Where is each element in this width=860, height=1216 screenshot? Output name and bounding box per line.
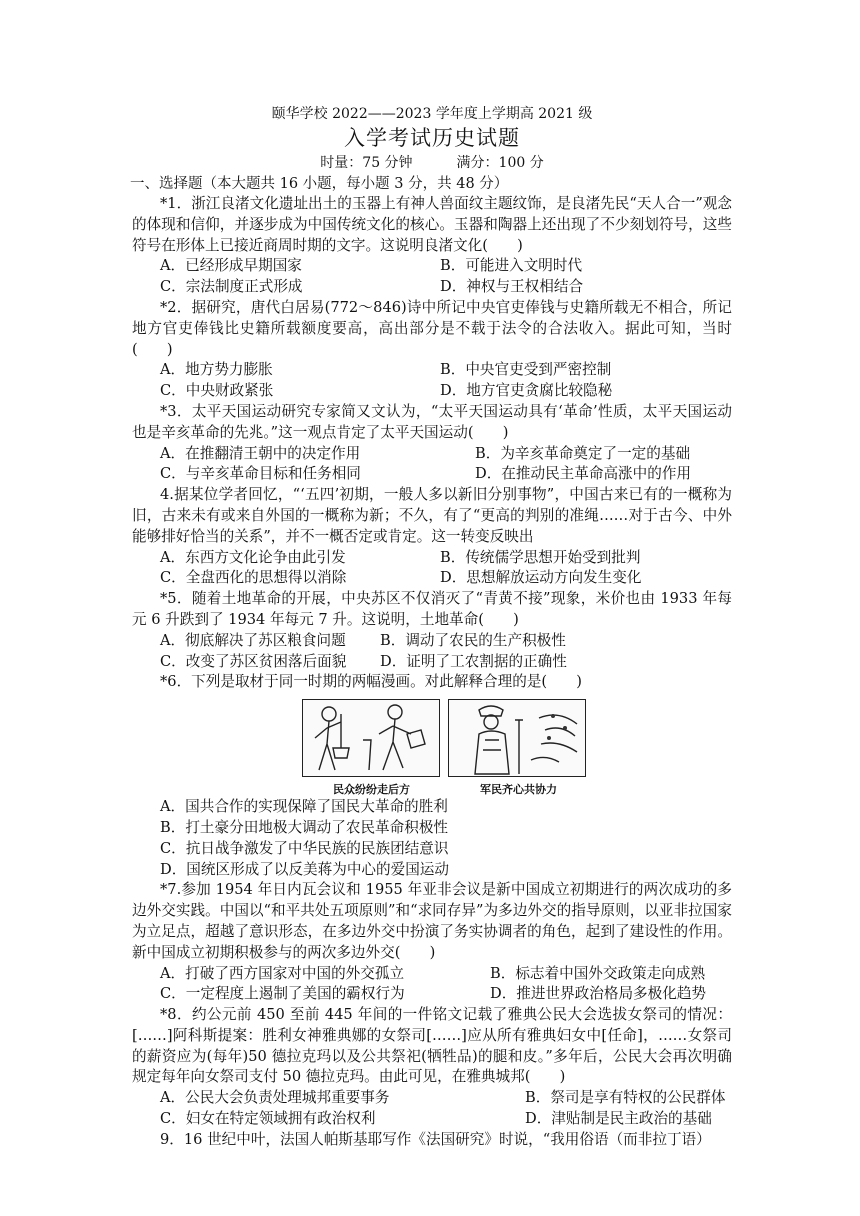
option: B．中央官吏受到严密控制 xyxy=(440,361,612,379)
option: C．全盘西化的思想得以消除 xyxy=(160,569,347,587)
cartoon-pair xyxy=(302,699,732,777)
option: C．抗日战争激发了中华民族的民族团结意识 xyxy=(160,839,449,857)
refugees-illustration xyxy=(303,700,439,776)
caption-right: 军民齐心共协力 xyxy=(480,783,557,797)
option: D．津贴制是民主政治的基础 xyxy=(525,1110,712,1128)
exam-title: 入学考试历史试题 xyxy=(344,126,520,150)
option: A．打破了西方国家对中国的外交孤立 xyxy=(160,964,405,982)
option: A．公民大会负责处理城邦重要事务 xyxy=(160,1089,390,1107)
option: D．国统区形成了以反美蒋为中心的爱国运动 xyxy=(160,860,449,878)
question-5-options xyxy=(160,631,732,673)
option: A．已经形成早期国家 xyxy=(160,257,302,275)
question-1-stem: *1．浙江良渚文化遗址出土的玉器上有神人兽面纹主题纹饰，是良渚先民“天人合一”观念的体现和信仰，并逐步成为中国传统文化的核心。玉器和陶器上还出现了不少刻划符号，这些符号在形体上已接近商周时期的文字。这说明良渚文化( ) xyxy=(132,195,732,254)
option: B．调动了农民的生产积极性 xyxy=(380,631,566,649)
option: D．证明了工农割据的正确性 xyxy=(380,652,567,670)
option: D．推进世界政治格局多极化趋势 xyxy=(490,985,707,1003)
full-score: 满分：100 分 xyxy=(456,155,544,171)
caption-left: 民众纷纷走后方 xyxy=(333,783,410,797)
question-8-stem: *8．约公元前 450 至前 445 年间的一件铭文记载了雅典公民大会选拔女祭司的情况：[……]阿科斯提案：胜利女神雅典娜的女祭司[……]应从所有雅典妇女中[任命]，……女祭司的薪资应为(每年)50 德拉克玛以及公共祭祀(牺牲品)的腿和皮。”多年后，公民大会再次明确规定每年向女祭司支付 50 德拉克玛。由此可见，在雅典城邦( ) xyxy=(132,1006,732,1086)
option: C．妇女在特定领域拥有政治权利 xyxy=(160,1110,376,1128)
option: A．国共合作的实现保障了国民大革命的胜利 xyxy=(160,798,448,816)
option: D．在推动民主革命高涨中的作用 xyxy=(475,465,692,483)
question-3-options xyxy=(160,444,732,486)
school-header: 颐华学校 2022——2023 学年度上学期高 2021 级 xyxy=(271,106,593,122)
exam-page xyxy=(132,104,732,1151)
question-2-stem: *2．据研究，唐代白居易(772～846)诗中所记中央官吏俸钱与史籍所载无不相合，所记地方官吏俸钱比史籍所载额度要高，高出部分是不载于法令的合法收入。据此可知，当时( ) xyxy=(132,298,732,358)
time-limit: 时量：75 分钟 xyxy=(320,155,413,171)
question-5-stem: *5．随着土地革命的开展，中央苏区不仅消灭了“青黄不接”现象，米价也由 1933 年每元 6 升跌到了 1934 年每元 7 升。这说明，土地革命( ) xyxy=(132,590,732,628)
question-8-options xyxy=(160,1088,732,1130)
option: B．标志着中国外交政策走向成熟 xyxy=(490,964,706,982)
question-4-options xyxy=(160,548,732,590)
option: A．地方势力膨胀 xyxy=(160,361,273,379)
option: B．祭司是享有特权的公民群体 xyxy=(525,1089,726,1107)
option: C．宗法制度正式形成 xyxy=(160,278,303,296)
option: C．与辛亥革命目标和任务相同 xyxy=(160,465,361,483)
question-2-options xyxy=(160,360,732,402)
question-4-stem: 4.据某位学者回忆，“‘五四’初期，一般人多以新旧分别事物”，中国古来已有的一概称为旧，古来未有或来自外国的一概称为新；不久，有了“更高的判别的准绳……对于古今、中外能够排好恰当的关系”，并不一概否定或肯定。这一转变反映出 xyxy=(132,486,732,545)
option: B．可能进入文明时代 xyxy=(440,257,583,275)
option: A．东西方文化论争由此引发 xyxy=(160,548,346,566)
option: D．思想解放运动方向发生变化 xyxy=(440,569,642,587)
exam-meta xyxy=(132,152,732,174)
question-6-stem: *6．下列是取材于同一时期的两幅漫画。对此解释合理的是( ) xyxy=(160,673,583,691)
question-7-stem: *7.参加 1954 年日内瓦会议和 1955 年亚非会议是新中国成立初期进行的两次成功的多边外交实践。中国以“和平共处五项原则”和“求同存异”为多边外交的指导原则，以亚非拉国家为立足点，超越了意识形态，在多边外交中扮演了务实协调者的角色，起到了建设性的作用。新中国成立初期积极参与的两次多边外交( ) xyxy=(132,881,732,961)
option: B．为辛亥革命奠定了一定的基础 xyxy=(475,444,691,462)
option: C．中央财政紧张 xyxy=(160,382,274,400)
question-1-options xyxy=(160,256,732,298)
option: C．一定程度上遏制了美国的霸权行为 xyxy=(160,985,405,1003)
option: A．彻底解决了苏区粮食问题 xyxy=(160,631,346,649)
section-heading: 一、选择题（本大题共 16 小题，每小题 3 分，共 48 分） xyxy=(130,176,509,192)
option: D．神权与王权相结合 xyxy=(440,278,584,296)
question-6-options xyxy=(160,797,732,880)
cartoon-soldiers xyxy=(448,699,586,777)
cartoon-refugees xyxy=(302,699,440,777)
soldiers-illustration xyxy=(449,700,585,776)
option: B．打土豪分田地极大调动了农民革命积极性 xyxy=(160,818,449,836)
question-7-options xyxy=(160,964,732,1006)
option: B．传统儒学思想开始受到批判 xyxy=(440,548,641,566)
option: D．地方官吏贪腐比较隐秘 xyxy=(440,382,613,400)
question-3-stem: *3．太平天国运动研究专家简又文认为，“太平天国运动具有‘革命’性质，太平天国运动也是辛亥革命的先兆。”这一观点肯定了太平天国运动( ) xyxy=(132,402,732,441)
cartoon-captions xyxy=(302,781,732,797)
option: A．在推翻清王朝中的决定作用 xyxy=(160,444,361,462)
option: C．改变了苏区贫困落后面貌 xyxy=(160,652,347,670)
question-9-stem: 9．16 世纪中叶，法国人帕斯基耶写作《法国研究》时说，“我用俗语（而非拉丁语） xyxy=(160,1130,711,1148)
